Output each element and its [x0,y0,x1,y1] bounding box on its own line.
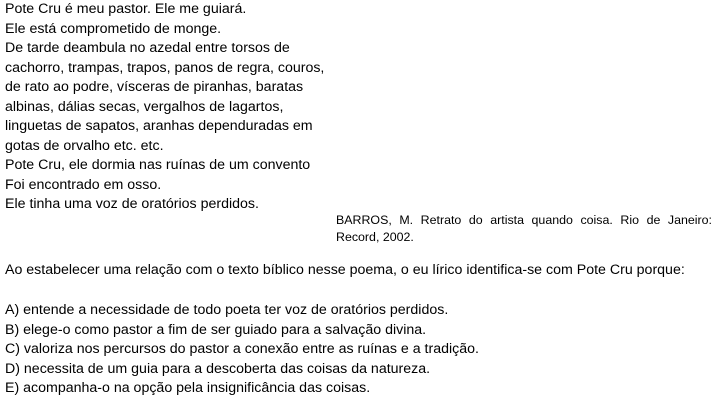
poem-line: linguetas de sapatos, aranhas dependuradas em [5,118,313,134]
poem-line: Pote Cru, ele dormia nas ruínas de um convento [5,157,311,173]
poem-line: gotas de orvalho etc. etc. [5,137,164,154]
answer-options [5,301,479,399]
poem-line: Foi encontrado em osso. [5,176,162,193]
answer-option-e[interactable]: E) acompanha-o na opção pela insignificância das coisas. [5,380,371,396]
poem-line: De tarde deambula no azedal entre torsos de [5,40,290,56]
poem [5,0,324,215]
answer-option-b[interactable]: B) elege-o como pastor a fim de ser guiado para a salvação divina. [5,321,427,338]
poem-line: Ele está comprometido de monge. [5,20,222,37]
poem-line: Ele tinha uma voz de oratórios perdidos. [5,196,259,212]
poem-line: albinas, dálias secas, vergalhos de lagartos, [5,98,284,115]
answer-option-a[interactable]: A) entende a necessidade de todo poeta ter voz de oratórios perdidos. [5,302,449,318]
source-citation: BARROS, M. Retrato do artista quando coisa. Rio de Janeiro: Record, 2002. [336,213,712,244]
question-prompt: Ao estabelecer uma relação com o texto bíblico nesse poema, o eu lírico identifica-se com Pote Cru porque: [5,262,685,278]
poem-line: de rato ao podre, vísceras de piranhas, baratas [5,79,304,95]
poem-line: Pote Cru é meu pastor. Ele me guiará. [5,1,247,17]
answer-option-d[interactable]: D) necessita de um guia para a descoberta das coisas da natureza. [5,360,431,377]
poem-line: cachorro, trampas, trapos, panos de regra, couros, [5,59,325,76]
answer-option-c[interactable]: C) valoriza nos percursos do pastor a conexão entre as ruínas e a tradição. [5,341,479,357]
